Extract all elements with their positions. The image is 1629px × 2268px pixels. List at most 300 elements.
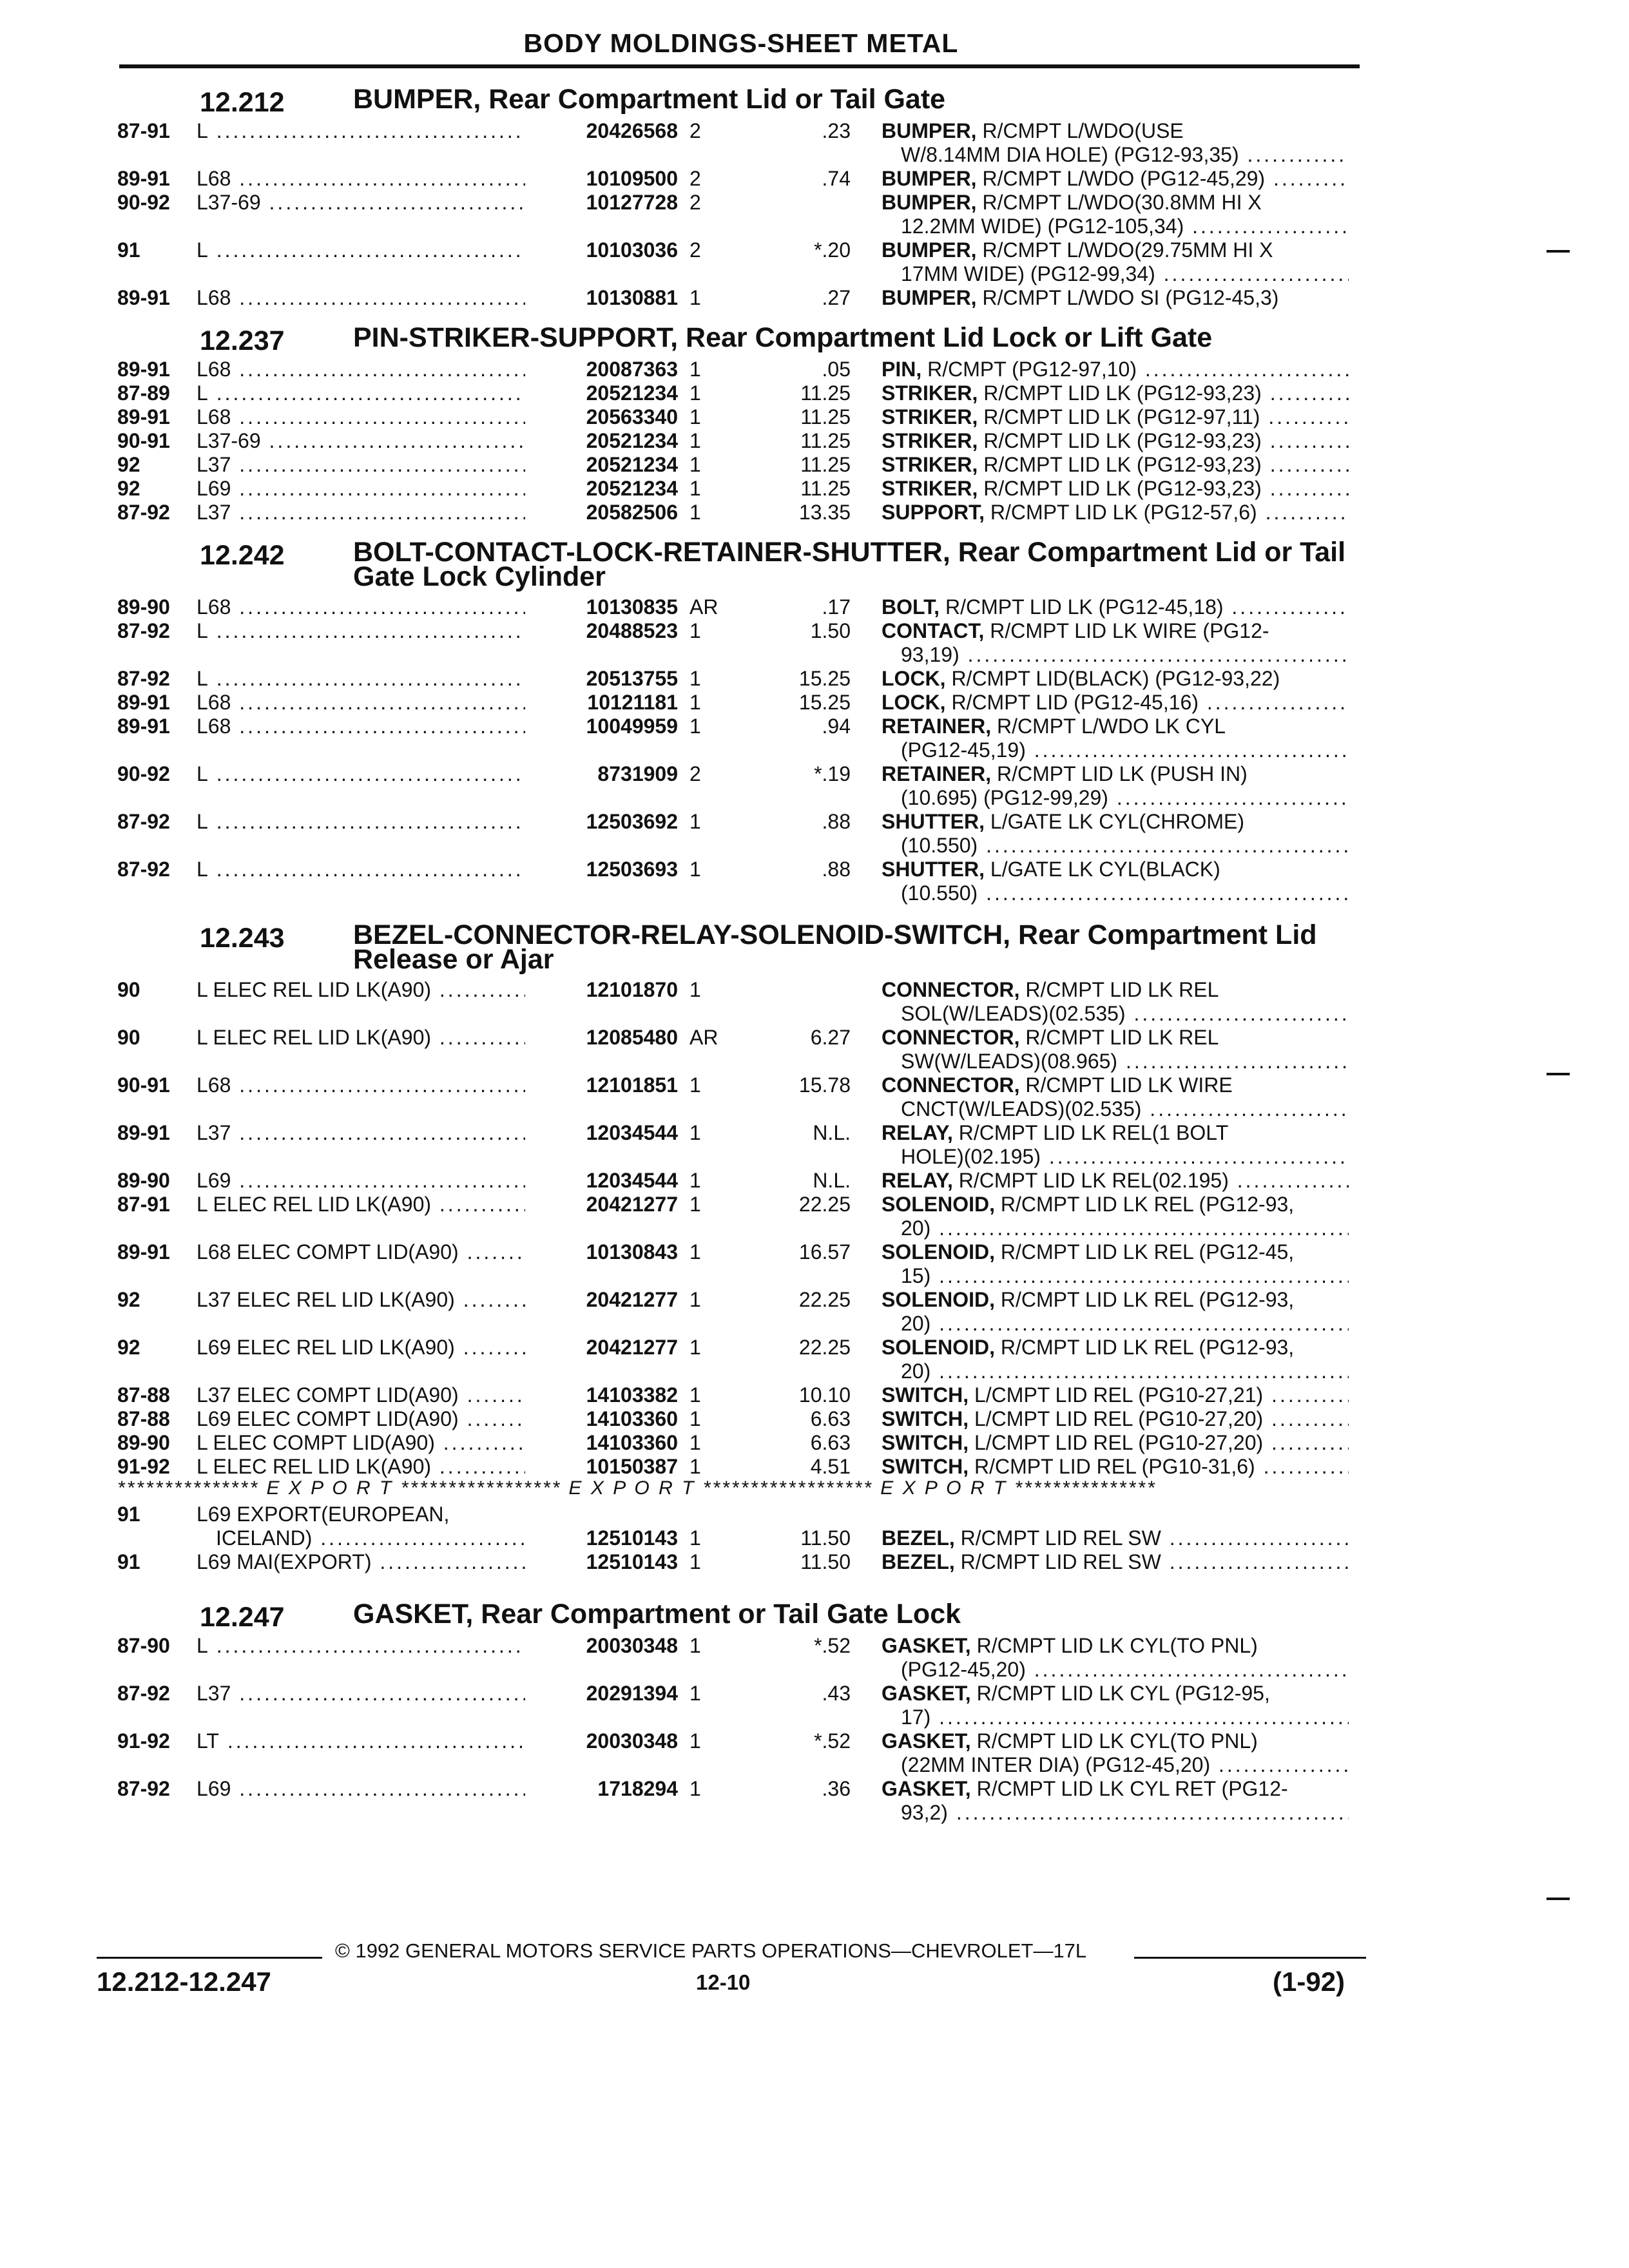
quantity: 1: [689, 978, 701, 1001]
part-description-detail: R/CMPT LID(BLACK) (PG12-93,22): [945, 667, 1280, 690]
part-name: BUMPER,: [882, 119, 977, 142]
part-description-continued: 17) .....: [901, 1706, 1349, 1729]
part-name: SOLENOID,: [882, 1193, 996, 1216]
part-description-detail: R/CMPT LID LK WIRE (PG12-: [984, 619, 1269, 642]
price: N.L.: [813, 1169, 851, 1192]
part-description: [882, 453, 1349, 477]
part-description-continued: (22MM INTER DIA) (PG12-45,20) .....: [901, 1753, 1349, 1777]
part-name: SHUTTER,: [882, 858, 985, 881]
model-code: L68 .....: [197, 691, 525, 715]
quantity: 1: [689, 715, 701, 738]
price: 6.27: [810, 1026, 851, 1049]
model-years: 87-92: [117, 667, 170, 690]
price: 11.25: [800, 405, 851, 428]
parts-table-row: [0, 595, 1629, 620]
model-years: 89-90: [117, 1169, 170, 1192]
model-code: L37 ELEC COMPT LID(A90) .....: [197, 1383, 525, 1407]
part-number: 14103360: [586, 1431, 678, 1454]
model-code: L68 .....: [197, 358, 525, 381]
part-number: 20421277: [586, 1193, 678, 1216]
quantity: 1: [689, 1240, 701, 1264]
part-number: 12503693: [586, 858, 678, 881]
section-number: 12.212: [200, 87, 285, 118]
quantity: 1: [689, 1729, 701, 1753]
part-description-detail: L/GATE LK CYL(BLACK): [985, 858, 1220, 881]
part-description-continued: 93,19) .....: [901, 643, 1349, 667]
part-description-detail: R/CMPT LID LK REL: [1019, 978, 1219, 1001]
part-description-detail: R/CMPT L/WDO(30.8MM HI X: [976, 191, 1262, 214]
part-description: [882, 1550, 1349, 1574]
part-description: [882, 810, 1349, 834]
part-name: BUMPER,: [882, 238, 977, 262]
model-years: 91: [117, 1503, 140, 1526]
part-name: BEZEL,: [882, 1550, 955, 1573]
section-number: 12.242: [200, 540, 285, 571]
parts-table-row: [0, 191, 1629, 215]
price: *.20: [814, 238, 851, 262]
part-name: SWITCH,: [882, 1383, 969, 1407]
price: .27: [822, 286, 851, 309]
parts-table-row: [0, 1682, 1629, 1706]
part-number: 12101851: [586, 1073, 678, 1097]
part-description: [882, 1169, 1349, 1193]
model-years: 87-88: [117, 1407, 170, 1430]
header-rule: [119, 64, 1360, 68]
price: 15.25: [798, 667, 851, 690]
part-description-continued: W/8.14MM DIA HOLE) (PG12-93,35) .....: [901, 143, 1349, 167]
price: 11.25: [800, 381, 851, 405]
part-description-detail: L/CMPT LID REL (PG10-27,21): [969, 1383, 1264, 1407]
quantity: 1: [689, 691, 701, 714]
part-description: [882, 429, 1349, 453]
parts-table-row: [0, 858, 1629, 882]
quantity: 1: [689, 429, 701, 452]
model-code: L37 ELEC REL LID LK(A90) .....: [197, 1288, 525, 1312]
part-name: STRIKER,: [882, 405, 978, 428]
price: 15.78: [798, 1073, 851, 1097]
quantity: 1: [689, 858, 701, 881]
price: 22.25: [798, 1193, 851, 1216]
part-description: [882, 1407, 1349, 1431]
parts-table-row: [0, 286, 1629, 311]
part-name: SOLENOID,: [882, 1288, 996, 1311]
part-name: STRIKER,: [882, 453, 978, 476]
price: 22.25: [798, 1336, 851, 1359]
part-description-continued: HOLE)(02.195) .....: [901, 1145, 1349, 1169]
quantity: 1: [689, 1193, 701, 1216]
parts-table-row: [0, 1193, 1629, 1217]
part-name: CONNECTOR,: [882, 978, 1020, 1001]
part-description-detail: R/CMPT LID LK CYL (PG12-95,: [970, 1682, 1270, 1705]
part-description: [882, 1682, 1349, 1706]
part-description-detail: R/CMPT L/WDO LK CYL: [991, 715, 1226, 738]
page-header-title: BODY MOLDINGS-SHEET METAL: [523, 28, 959, 58]
part-description-detail: R/CMPT LID LK (PG12-93,23): [978, 429, 1262, 452]
part-name: GASKET,: [882, 1729, 971, 1753]
part-number: 20488523: [586, 619, 678, 642]
parts-table-row: [0, 405, 1629, 430]
part-description-detail: R/CMPT LID LK (PG12-97,11): [978, 405, 1260, 428]
part-description: [882, 381, 1349, 405]
quantity: AR: [689, 595, 718, 619]
footer-rule-right: [1134, 1957, 1366, 1959]
price: 22.25: [798, 1288, 851, 1311]
part-name: CONTACT,: [882, 619, 985, 642]
price: *.52: [814, 1729, 851, 1753]
parts-table-row: [0, 1729, 1629, 1754]
model-code: L68 .....: [197, 1073, 525, 1097]
part-description-detail: R/CMPT LID LK REL(1 BOLT: [952, 1121, 1229, 1144]
part-description-detail: R/CMPT LID LK (PUSH IN): [991, 762, 1248, 785]
quantity: 1: [689, 1455, 701, 1478]
price: .17: [822, 595, 851, 619]
part-description: [882, 1729, 1349, 1753]
parts-table-row: [0, 1336, 1629, 1360]
parts-table-row: [0, 501, 1629, 525]
price: 10.10: [798, 1383, 851, 1407]
model-code: L .....: [197, 238, 525, 262]
section-number: 12.237: [200, 325, 285, 356]
part-description: [882, 619, 1349, 643]
price: 6.63: [810, 1431, 851, 1454]
part-description: [882, 1383, 1349, 1407]
part-number: 10049959: [586, 715, 678, 738]
part-description: [882, 405, 1349, 429]
parts-table-row: [0, 429, 1629, 454]
part-number: 12510143: [586, 1526, 678, 1550]
part-number: 10130881: [586, 286, 678, 309]
part-name: BEZEL,: [882, 1526, 955, 1550]
part-name: RETAINER,: [882, 715, 992, 738]
parts-table-row: [0, 762, 1629, 787]
part-number: 10103036: [586, 238, 678, 262]
footer-rule-left: [97, 1957, 322, 1959]
model-years: 90-92: [117, 762, 170, 785]
part-number: 12503692: [586, 810, 678, 833]
part-name: STRIKER,: [882, 477, 978, 500]
model-code: L37-69 .....: [197, 191, 525, 215]
model-code: L68 .....: [197, 167, 525, 191]
part-description-detail: R/CMPT LID LK (PG12-45,18): [940, 595, 1224, 619]
part-description: [882, 238, 1349, 262]
part-number: 12034544: [586, 1169, 678, 1192]
price: 15.25: [798, 691, 851, 714]
part-description: [882, 1777, 1349, 1801]
model-code: L37 .....: [197, 501, 525, 524]
part-description: [882, 501, 1349, 524]
model-years: 91: [117, 238, 140, 262]
model-code: L37 .....: [197, 453, 525, 477]
part-description-continued: (10.550) .....: [901, 834, 1349, 858]
parts-table-row: [0, 1026, 1629, 1050]
quantity: 1: [689, 286, 701, 309]
part-description: [882, 1026, 1349, 1050]
quantity: 1: [689, 667, 701, 690]
model-years: 92: [117, 1336, 140, 1359]
part-description-continued: 93,2) .....: [901, 1801, 1349, 1825]
model-years: 87-91: [117, 119, 170, 142]
margin-mark: [1547, 250, 1570, 253]
price: .23: [822, 119, 851, 142]
model-years: 87-89: [117, 381, 170, 405]
part-name: SOLENOID,: [882, 1240, 996, 1264]
part-description-detail: L/GATE LK CYL(CHROME): [985, 810, 1245, 833]
model-code: L .....: [197, 1634, 525, 1658]
section-title: PIN-STRIKER-SUPPORT, Rear Compartment Lid Lock or Lift Gate: [353, 322, 1213, 353]
part-description-detail: R/CMPT L/WDO(USE: [976, 119, 1184, 142]
part-number: 20521234: [586, 477, 678, 500]
model-code: LT .....: [197, 1729, 525, 1753]
model-code: L37-69 .....: [197, 429, 525, 453]
price: *.52: [814, 1634, 851, 1657]
model-years: 89-91: [117, 1121, 170, 1144]
part-number: 20521234: [586, 381, 678, 405]
part-number: 20087363: [586, 358, 678, 381]
part-number: 10109500: [586, 167, 678, 190]
parts-table-row: [0, 358, 1629, 382]
part-number: 20513755: [586, 667, 678, 690]
quantity: 1: [689, 1526, 701, 1550]
part-description-detail: R/CMPT L/WDO (PG12-45,29): [976, 167, 1266, 190]
part-number: 14103382: [586, 1383, 678, 1407]
part-description: [882, 762, 1349, 786]
part-description-detail: R/CMPT LID LK (PG12-93,23): [978, 477, 1262, 500]
model-years: 89-91: [117, 358, 170, 381]
part-description-detail: R/CMPT LID LK REL: [1019, 1026, 1219, 1049]
model-years: 89-91: [117, 691, 170, 714]
model-years: 90-91: [117, 1073, 170, 1097]
price: *.19: [814, 762, 851, 785]
model-code: L68 .....: [197, 405, 525, 429]
part-number: 20563340: [586, 405, 678, 428]
parts-table-row: [0, 691, 1629, 715]
quantity: 1: [689, 1682, 701, 1705]
parts-table-row: [0, 238, 1629, 263]
footer-revision: (1-92): [1273, 1966, 1345, 1997]
model-years: 90-91: [117, 429, 170, 452]
parts-table-row: [0, 1407, 1629, 1432]
model-code: L ELEC COMPT LID(A90) .....: [197, 1431, 525, 1455]
quantity: 1: [689, 477, 701, 500]
part-name: BUMPER,: [882, 191, 977, 214]
part-description-detail: R/CMPT LID LK (PG12-93,23): [978, 453, 1262, 476]
part-description-continued: 20) .....: [901, 1360, 1349, 1383]
parts-table-row: [0, 667, 1629, 691]
parts-table-row: [0, 978, 1629, 1003]
part-number: 20421277: [586, 1336, 678, 1359]
quantity: 1: [689, 1169, 701, 1192]
part-name: SHUTTER,: [882, 810, 985, 833]
model-code: L .....: [197, 381, 525, 405]
part-description-detail: R/CMPT LID REL SW: [954, 1550, 1161, 1573]
model-code: L69 ELEC COMPT LID(A90) .....: [197, 1407, 525, 1431]
part-name: SWITCH,: [882, 1407, 969, 1430]
part-name: STRIKER,: [882, 381, 978, 405]
model-years: 89-90: [117, 595, 170, 619]
quantity: 1: [689, 1634, 701, 1657]
model-code: L69 .....: [197, 1777, 525, 1801]
part-number: 14103360: [586, 1407, 678, 1430]
part-description: [882, 1526, 1349, 1550]
quantity: 1: [689, 405, 701, 428]
quantity: 1: [689, 1383, 701, 1407]
part-description-detail: R/CMPT LID LK CYL(TO PNL): [970, 1729, 1258, 1753]
parts-table-row: [0, 810, 1629, 834]
price: 16.57: [798, 1240, 851, 1264]
part-description: [882, 978, 1349, 1002]
parts-table-row: [0, 453, 1629, 477]
footer-section-range: 12.212-12.247: [97, 1966, 271, 1997]
price: 11.25: [800, 477, 851, 500]
part-description-detail: R/CMPT LID LK (PG12-93,23): [978, 381, 1262, 405]
quantity: 1: [689, 501, 701, 524]
model-years: 87-92: [117, 810, 170, 833]
part-number: 20030348: [586, 1634, 678, 1657]
footer-page-number: 12-10: [696, 1970, 751, 1994]
part-name: CONNECTOR,: [882, 1026, 1020, 1049]
part-description-detail: R/CMPT LID REL (PG10-31,6): [969, 1455, 1255, 1478]
parts-table-row: [0, 1383, 1629, 1408]
part-number: 10130843: [586, 1240, 678, 1264]
quantity: 1: [689, 1777, 701, 1800]
part-description-detail: L/CMPT LID REL (PG10-27,20): [969, 1407, 1264, 1430]
model-years: 87-91: [117, 1193, 170, 1216]
model-years: 90: [117, 1026, 140, 1049]
price: .43: [822, 1682, 851, 1705]
section-number: 12.247: [200, 1602, 285, 1633]
section-title: GASKET, Rear Compartment or Tail Gate Lock: [353, 1599, 961, 1629]
parts-table-row: [0, 1288, 1629, 1312]
model-code: L ELEC REL LID LK(A90) .....: [197, 1026, 525, 1050]
part-description-detail: R/CMPT LID LK CYL(TO PNL): [970, 1634, 1258, 1657]
model-years: 87-92: [117, 1682, 170, 1705]
part-description: [882, 167, 1349, 191]
quantity: 1: [689, 1336, 701, 1359]
part-description: [882, 1193, 1349, 1216]
model-years: 89-91: [117, 715, 170, 738]
part-number: 20421277: [586, 1288, 678, 1311]
model-years: 91-92: [117, 1729, 170, 1753]
part-description-detail: L/CMPT LID REL (PG10-27,20): [969, 1431, 1264, 1454]
part-description-detail: R/CMPT LID LK REL(02.195): [952, 1169, 1229, 1192]
model-code: L69 .....: [197, 1169, 525, 1193]
part-description-detail: R/CMPT LID REL SW: [954, 1526, 1161, 1550]
model-code: L68 .....: [197, 715, 525, 738]
part-description-detail: R/CMPT LID LK REL (PG12-93,: [995, 1193, 1295, 1216]
model-years: 90-92: [117, 191, 170, 214]
quantity: 1: [689, 1121, 701, 1144]
part-description-continued: SW(W/LEADS)(08.965) .....: [901, 1050, 1349, 1073]
model-years: 92: [117, 453, 140, 476]
part-description: [882, 667, 1349, 691]
quantity: 2: [689, 119, 701, 142]
model-code: L .....: [197, 119, 525, 143]
part-number: 12034544: [586, 1121, 678, 1144]
part-description-detail: R/CMPT (PG12-97,10): [921, 358, 1137, 381]
model-code: L37 .....: [197, 1121, 525, 1145]
model-code: L .....: [197, 619, 525, 643]
section-title: BOLT-CONTACT-LOCK-RETAINER-SHUTTER, Rear Compartment Lid or Tail Gate Lock Cylinder: [353, 537, 1346, 592]
model-years: 87-88: [117, 1383, 170, 1407]
model-code: L69 EXPORT(EUROPEAN,: [197, 1503, 450, 1526]
part-name: GASKET,: [882, 1777, 971, 1800]
quantity: 1: [689, 453, 701, 476]
model-code: L ELEC REL LID LK(A90) .....: [197, 1193, 525, 1216]
model-code-continued: ICELAND) .....: [216, 1526, 525, 1550]
price: 11.25: [800, 429, 851, 452]
parts-table-row: [0, 1455, 1629, 1479]
part-description: [882, 1336, 1349, 1360]
quantity: 1: [689, 1550, 701, 1573]
part-name: RETAINER,: [882, 762, 992, 785]
parts-table-row: [0, 619, 1629, 644]
part-name: BUMPER,: [882, 167, 977, 190]
part-description-continued: 17MM WIDE) (PG12-99,34) .....: [901, 262, 1349, 286]
price: 6.63: [810, 1407, 851, 1430]
part-description-detail: R/CMPT LID LK CYL RET (PG12-: [970, 1777, 1288, 1800]
quantity: 2: [689, 238, 701, 262]
part-name: PIN,: [882, 358, 922, 381]
section-title: BEZEL-CONNECTOR-RELAY-SOLENOID-SWITCH, Rear Compartment Lid Release or Ajar: [353, 919, 1317, 975]
model-years: 89-90: [117, 1431, 170, 1454]
part-description-detail: R/CMPT LID LK REL (PG12-45,: [995, 1240, 1295, 1264]
part-description-continued: 20) .....: [901, 1312, 1349, 1336]
price: .88: [822, 858, 851, 881]
price: .94: [822, 715, 851, 738]
model-years: 91-92: [117, 1455, 170, 1478]
part-name: RELAY,: [882, 1121, 953, 1144]
part-description-continued: 15) .....: [901, 1264, 1349, 1288]
quantity: 1: [689, 1288, 701, 1311]
section-number: 12.243: [200, 923, 285, 954]
part-description: [882, 595, 1349, 619]
price: N.L.: [813, 1121, 851, 1144]
part-name: GASKET,: [882, 1682, 971, 1705]
quantity: 2: [689, 167, 701, 190]
model-years: 87-90: [117, 1634, 170, 1657]
price: .05: [822, 358, 851, 381]
part-number: 12085480: [586, 1026, 678, 1049]
part-name: SWITCH,: [882, 1455, 969, 1478]
model-code: L .....: [197, 762, 525, 786]
part-name: BUMPER,: [882, 286, 977, 309]
part-description: [882, 1634, 1349, 1658]
part-description-detail: R/CMPT LID (PG12-45,16): [945, 691, 1199, 714]
quantity: 1: [689, 810, 701, 833]
part-name: SOLENOID,: [882, 1336, 996, 1359]
model-years: 87-92: [117, 501, 170, 524]
quantity: AR: [689, 1026, 718, 1049]
parts-table-row: [0, 1169, 1629, 1193]
quantity: 2: [689, 191, 701, 214]
part-description: [882, 119, 1349, 143]
model-code: L68 ELEC COMPT LID(A90) .....: [197, 1240, 525, 1264]
part-number: 20521234: [586, 453, 678, 476]
parts-table-row: [0, 381, 1629, 406]
part-description-continued: (10.695) (PG12-99,29) .....: [901, 786, 1349, 810]
part-description-continued: (PG12-45,20) .....: [901, 1658, 1349, 1682]
part-name: SWITCH,: [882, 1431, 969, 1454]
part-description: [882, 477, 1349, 501]
part-number: 10121181: [587, 691, 678, 714]
part-description: [882, 358, 1349, 381]
price: .74: [822, 167, 851, 190]
part-description: [882, 286, 1349, 310]
footer-copyright: © 1992 GENERAL MOTORS SERVICE PARTS OPERATIONS—CHEVROLET—17L: [335, 1939, 1087, 1962]
price: 11.50: [800, 1550, 851, 1573]
model-years: 87-92: [117, 858, 170, 881]
part-description: [882, 1431, 1349, 1455]
